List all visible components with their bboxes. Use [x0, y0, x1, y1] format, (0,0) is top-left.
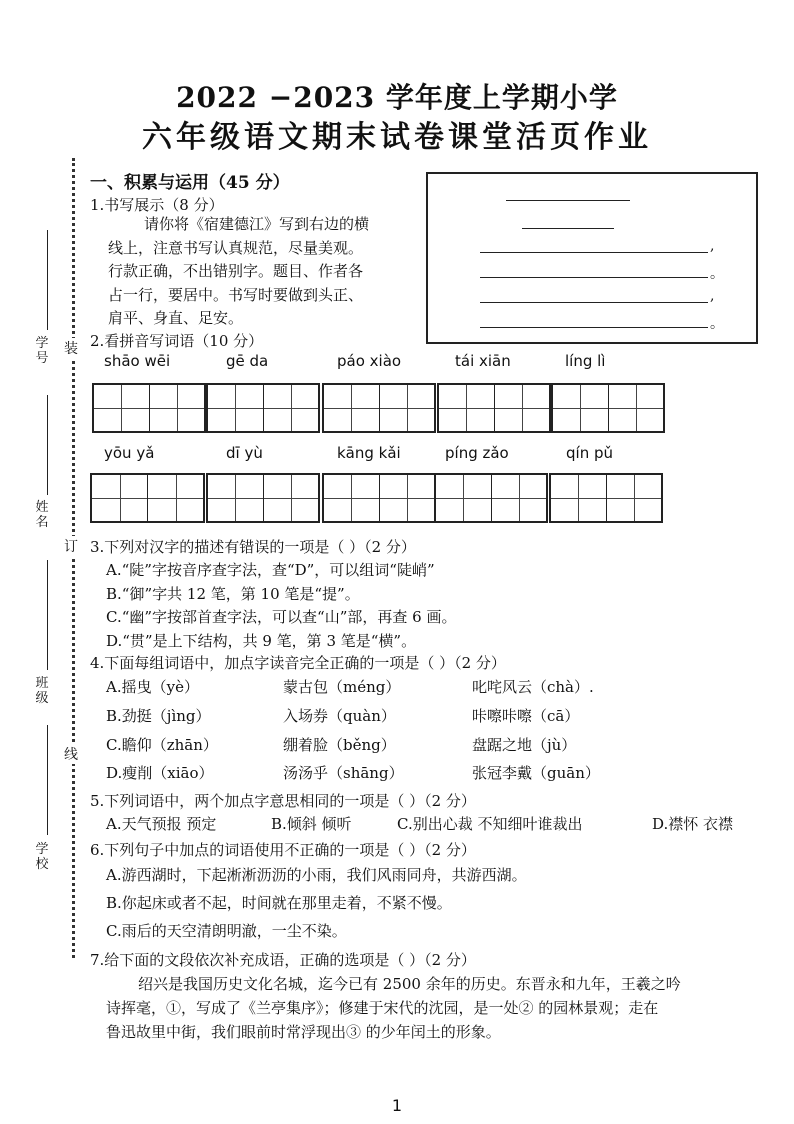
school-line — [47, 725, 48, 835]
line-end-period: 。 — [710, 316, 724, 332]
option-b[interactable]: B.劲挺（jìng） — [106, 707, 211, 725]
binding-char-ding: 订 — [63, 536, 79, 556]
instruction-line: 请你将《宿建德江》写到右边的横 — [144, 215, 370, 233]
option-c[interactable]: C.别出心裁 不知细叶谁裁出 — [397, 815, 583, 833]
pinyin-label: dī yù — [226, 444, 263, 462]
tianzige-grid[interactable] — [434, 473, 548, 523]
pinyin-label: qín pǔ — [566, 444, 613, 462]
exam-title-line1: 2022 −2023 学年度上学期小学 — [176, 81, 618, 114]
tianzige-grid[interactable] — [322, 383, 436, 433]
student-id-label: 学号 — [35, 336, 49, 366]
tianzige-grid[interactable] — [206, 383, 320, 433]
line-end-comma: , — [710, 288, 715, 304]
pinyin-label: píng zǎo — [445, 444, 509, 462]
question-4-title: 4.下面每组词语中，加点字读音完全正确的一项是（ ）（2 分） — [90, 654, 506, 672]
passage-line: 鲁迅故里中街，我们眼前时常浮现出③ 的少年闰土的形象。 — [106, 1023, 501, 1041]
tianzige-grid[interactable] — [549, 473, 663, 523]
question-7-title: 7.给下面的文段依次补充成语，正确的选项是（ ）（2 分） — [90, 951, 476, 969]
instruction-line: 线上，注意书写认真规范，尽量美观。 — [108, 238, 364, 257]
pinyin-label: páo xiào — [337, 352, 402, 370]
tianzige-grid[interactable] — [92, 383, 206, 433]
binding-dotted-line — [72, 158, 75, 958]
poem-writing-line[interactable] — [480, 252, 708, 253]
option-d-word: 张冠李戴（guān） — [472, 764, 600, 782]
option-c[interactable]: C.“幽”字按部首查字法，可以查“山”部，再查 6 画。 — [106, 608, 457, 626]
pinyin-label: shāo wēi — [104, 352, 171, 370]
option-a-word: 叱咤风云（chà）. — [472, 678, 594, 696]
poem-writing-line[interactable] — [480, 302, 708, 303]
pinyin-label: líng lì — [565, 352, 606, 370]
name-line — [47, 395, 48, 495]
option-c-word: 绷着脸（běng） — [283, 736, 396, 754]
tianzige-grid[interactable] — [322, 473, 436, 523]
instruction-line: 肩平、身直、足安。 — [108, 309, 244, 327]
pinyin-label: gē da — [226, 352, 269, 370]
class-line — [47, 560, 48, 670]
question-5-title: 5.下列词语中，两个加点字意思相同的一项是（ ）（2 分） — [90, 792, 476, 810]
option-a[interactable]: A.“陡”字按音序查字法，查“D”，可以组词“陡峭” — [106, 561, 435, 579]
option-a[interactable]: A.摇曳（yè） — [106, 678, 199, 696]
option-a-word: 蒙古包（méng） — [283, 678, 401, 696]
question-7-passage — [106, 972, 782, 1044]
option-d[interactable]: D.瘦削（xiāo） — [106, 764, 214, 782]
poem-writing-line[interactable] — [480, 327, 708, 328]
option-c[interactable]: C.瞻仰（zhān） — [106, 736, 218, 754]
handwriting-box[interactable] — [426, 172, 758, 344]
poem-writing-line[interactable] — [480, 277, 708, 278]
option-a[interactable]: A.天气预报 预定 — [106, 815, 217, 833]
binding-char-xian: 线 — [63, 744, 79, 764]
option-d[interactable]: D.“贯”是上下结构，共 9 笔，第 3 笔是“横”。 — [106, 632, 417, 650]
tianzige-grid[interactable] — [90, 473, 205, 523]
student-id-line — [47, 230, 48, 330]
option-b-word: 咔嚓咔嚓（cā） — [472, 707, 580, 725]
option-d[interactable]: D.襟怀 衣襟 — [652, 815, 734, 833]
pinyin-label: yōu yǎ — [104, 444, 155, 462]
option-b[interactable]: B.倾斜 倾听 — [271, 815, 352, 833]
school-label: 学校 — [35, 842, 49, 872]
exam-title-line2: 六年级语文期末试卷课堂活页作业 — [142, 120, 652, 155]
section-heading: 一、积累与运用（45 分） — [90, 173, 290, 193]
pinyin-label: tái xiān — [455, 352, 511, 370]
page-number: 1 — [391, 1096, 403, 1115]
question-1-title: 1.书写展示（8 分） — [90, 196, 224, 214]
title-writing-line[interactable] — [506, 200, 630, 201]
pinyin-label: kāng kǎi — [337, 444, 401, 462]
line-end-comma: , — [710, 238, 715, 254]
option-c-word: 盘踞之地（jù） — [472, 736, 577, 754]
binding-char-zhuang: 装 — [63, 338, 79, 358]
passage-line: 绍兴是我国历史文化名城，迄今已有 2500 余年的历史。东晋永和九年，王羲之吟 — [138, 975, 681, 993]
instruction-line: 行款正确，不出错别字。题目、作者各 — [108, 262, 364, 280]
option-b[interactable]: B.“御”字共 12 笔，第 10 笔是“提”。 — [106, 585, 360, 603]
option-b-word: 入场券（quàn） — [283, 707, 396, 725]
class-label: 班级 — [35, 676, 49, 706]
line-end-period: 。 — [710, 266, 724, 282]
option-b[interactable]: B.你起床或者不起，时间就在那里走着，不紧不慢。 — [106, 894, 452, 912]
question-6-title: 6.下列句子中加点的词语使用不正确的一项是（ ）（2 分） — [90, 841, 476, 859]
option-d-word: 汤汤乎（shāng） — [283, 764, 404, 782]
option-c[interactable]: C.雨后的天空清朗明澈，一尘不染。 — [106, 922, 347, 940]
tianzige-grid[interactable] — [206, 473, 320, 523]
passage-line: 诗挥毫，①，写成了《兰亭集序》；修建于宋代的沈园，是一处② 的园林景观；走在 — [106, 999, 659, 1017]
name-label: 姓名 — [35, 500, 49, 530]
author-writing-line[interactable] — [522, 228, 614, 229]
question-3-title: 3.下列对汉字的描述有错误的一项是（ ）（2 分） — [90, 538, 416, 556]
instruction-line: 占一行，要居中。书写时要做到头正、 — [108, 285, 364, 304]
tianzige-grid[interactable] — [551, 383, 665, 433]
question-1-instructions — [108, 213, 428, 331]
tianzige-grid[interactable] — [437, 383, 551, 433]
option-a[interactable]: A.游西湖时，下起淅淅沥沥的小雨，我们风雨同舟，共游西湖。 — [106, 866, 527, 884]
question-2-title: 2.看拼音写词语（10 分） — [90, 332, 264, 350]
